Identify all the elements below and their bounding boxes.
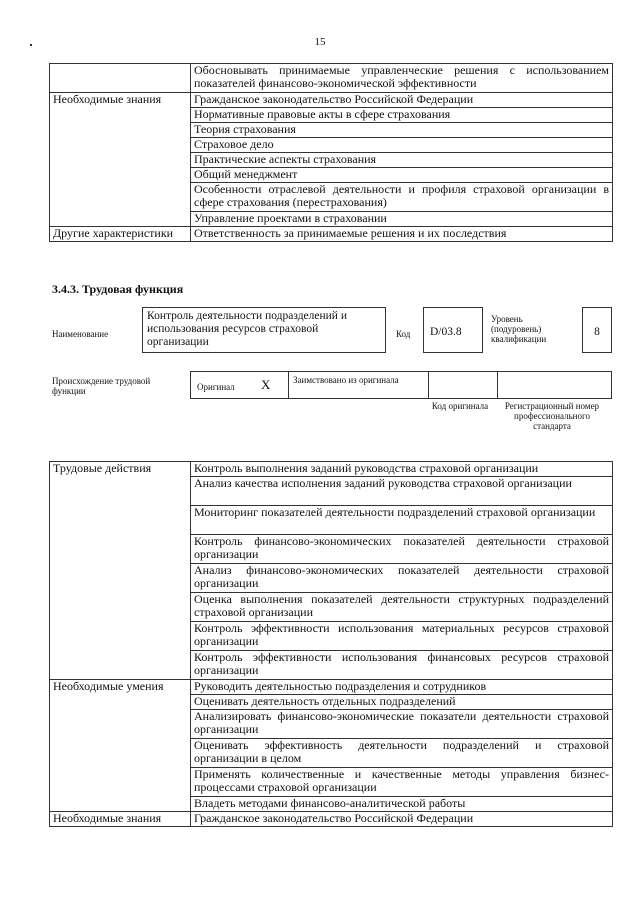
borrowed-label: Заимствовано из оригинала bbox=[293, 375, 399, 385]
page-number: 15 bbox=[314, 36, 326, 48]
row-label: Другие характеристики bbox=[50, 227, 191, 242]
row-value: Анализ финансово-экономических показателей деятельности страховой организации bbox=[191, 564, 613, 593]
table-row bbox=[50, 138, 613, 153]
table-row bbox=[50, 564, 613, 593]
original-label: Оригинал bbox=[197, 382, 235, 392]
table-row bbox=[50, 812, 613, 827]
reg-caption: Регистрационный номер профессионального стандарта bbox=[504, 401, 600, 431]
table-row bbox=[50, 93, 613, 108]
table-row bbox=[50, 768, 613, 797]
row-value: Оценивать эффективность деятельности подразделений и страховой организации в целом bbox=[191, 739, 613, 768]
row-value: Применять количественные и качественные методы управления бизнес-процессами страховой организации bbox=[191, 768, 613, 797]
row-value: Управление проектами в страховании bbox=[191, 212, 613, 227]
function-name-box bbox=[142, 307, 386, 353]
table-row bbox=[50, 797, 613, 812]
row-value: Контроль выполнения заданий руководства страховой организации bbox=[191, 462, 613, 477]
row-value: Владеть методами финансово-аналитической работы bbox=[191, 797, 613, 812]
row-value: Нормативные правовые акты в сфере страхования bbox=[191, 108, 613, 123]
table-row bbox=[50, 710, 613, 739]
table-row bbox=[50, 64, 613, 93]
row-label bbox=[50, 64, 191, 93]
divider bbox=[497, 371, 498, 399]
row-label: Необходимые знания bbox=[50, 93, 191, 108]
level-label: Уровень (подуровень) квалификации bbox=[491, 314, 547, 344]
table-row bbox=[50, 227, 613, 242]
table-row bbox=[50, 212, 613, 227]
row-value: Оценивать деятельность отдельных подразделений bbox=[191, 695, 613, 710]
divider bbox=[428, 371, 429, 399]
divider bbox=[288, 371, 289, 399]
table-row bbox=[50, 622, 613, 651]
row-value: Обосновывать принимаемые управленческие решения с использованием показателей финансово-экономической эффективности bbox=[191, 64, 613, 93]
code-label: Код bbox=[396, 329, 411, 339]
row-value: Оценка выполнения показателей деятельности структурных подразделений страховой организации bbox=[191, 593, 613, 622]
table-row bbox=[50, 593, 613, 622]
function-name: Контроль деятельности подразделений и использования ресурсов страховой организации bbox=[147, 310, 347, 348]
table-row bbox=[50, 183, 613, 212]
competency-table-main bbox=[49, 461, 613, 827]
section-title: 3.4.3. Трудовая функция bbox=[52, 282, 184, 296]
row-value: Гражданское законодательство Российской Федерации bbox=[191, 812, 613, 827]
row-value: Теория страхования bbox=[191, 123, 613, 138]
table-row bbox=[50, 506, 613, 535]
row-value: Анализ качества исполнения заданий руководства страховой организации bbox=[191, 477, 613, 506]
row-value: Руководить деятельностью подразделения и сотрудников bbox=[191, 680, 613, 695]
table-row bbox=[50, 477, 613, 506]
code-value: D/03.8 bbox=[430, 326, 462, 338]
table-row bbox=[50, 651, 613, 680]
table-row bbox=[50, 168, 613, 183]
table-row bbox=[50, 108, 613, 123]
table-row bbox=[50, 123, 613, 138]
level-box bbox=[582, 307, 612, 353]
table-row bbox=[50, 739, 613, 768]
row-value: Практические аспекты страхования bbox=[191, 153, 613, 168]
code-box bbox=[423, 307, 483, 353]
name-label: Наименование bbox=[52, 329, 109, 339]
origin-label: Происхождение трудовой функции bbox=[52, 376, 151, 396]
table-row bbox=[50, 462, 613, 477]
row-label: Необходимые умения bbox=[50, 680, 191, 695]
row-value: Контроль эффективности использования финансовых ресурсов страховой организации bbox=[191, 651, 613, 680]
table-row bbox=[50, 535, 613, 564]
row-value: Анализировать финансово-экономические показатели деятельности страховой организации bbox=[191, 710, 613, 739]
row-value: Общий менеджмент bbox=[191, 168, 613, 183]
table-row bbox=[50, 695, 613, 710]
row-label: Трудовые действия bbox=[50, 462, 191, 477]
competency-table-top bbox=[49, 63, 613, 242]
code-caption: Код оригинала bbox=[431, 401, 489, 411]
original-mark: X bbox=[261, 377, 271, 392]
row-value: Мониторинг показателей деятельности подразделений страховой организации bbox=[191, 506, 613, 535]
scan-dot bbox=[30, 44, 32, 46]
row-value: Гражданское законодательство Российской Федерации bbox=[191, 93, 613, 108]
table-row bbox=[50, 680, 613, 695]
row-value: Особенности отраслевой деятельности и профиля страховой организации в сфере страхования (перестрахования) bbox=[191, 183, 613, 212]
origin-box bbox=[190, 371, 612, 399]
row-value: Ответственность за принимаемые решения и их последствия bbox=[191, 227, 613, 242]
row-value: Контроль финансово-экономических показателей деятельности страховой организации bbox=[191, 535, 613, 564]
level-value: 8 bbox=[594, 326, 600, 338]
row-label: Необходимые знания bbox=[50, 812, 191, 827]
row-value: Контроль эффективности использования материальных ресурсов страховой организации bbox=[191, 622, 613, 651]
table-row bbox=[50, 153, 613, 168]
row-value: Страховое дело bbox=[191, 138, 613, 153]
